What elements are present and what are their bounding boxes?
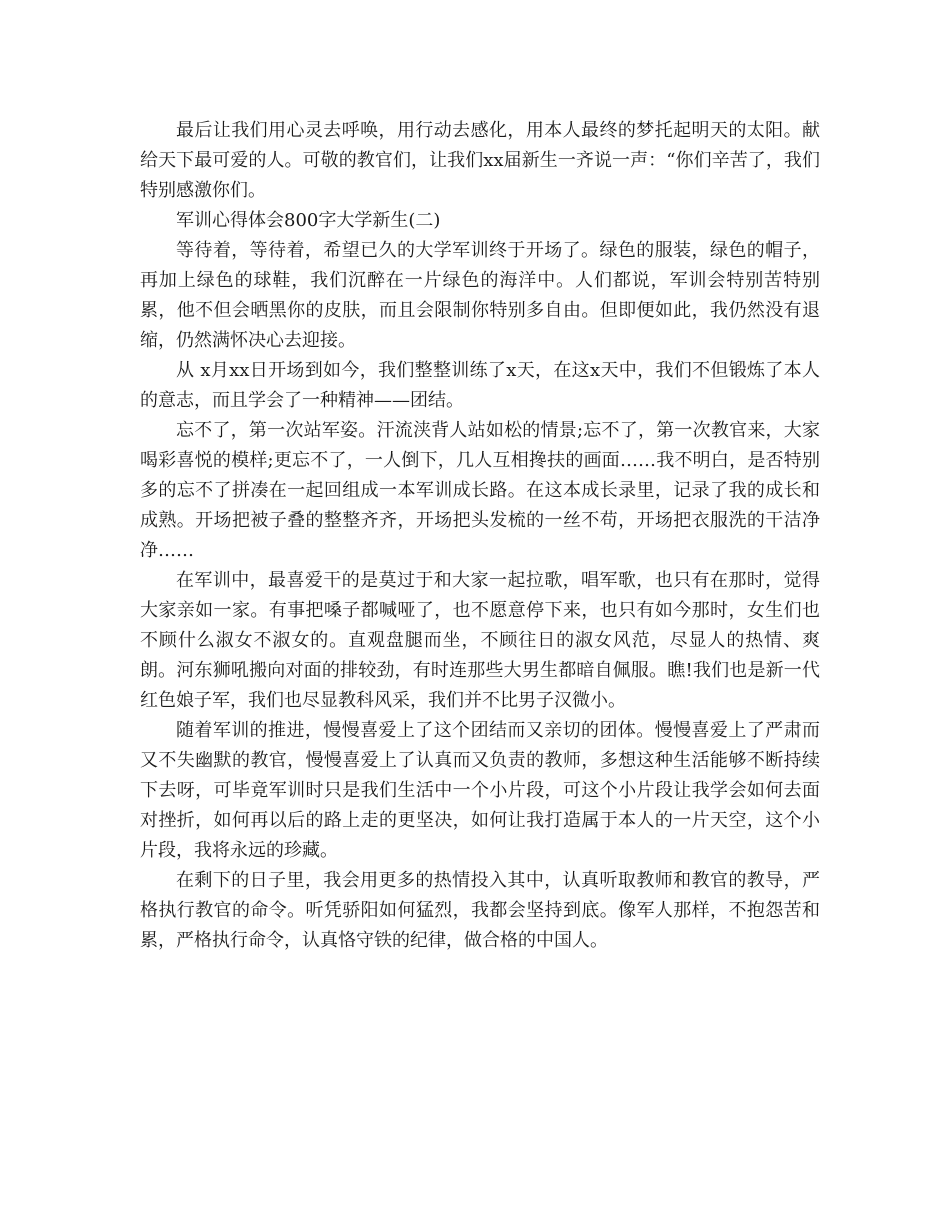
paragraph-closing: 最后让我们用心灵去呼唤，用行动去感化，用本人最终的梦托起明天的太阳。献给天下最可爱的人。可敬的教官们，让我们xx届新生一齐说一声：“你们辛苦了，我们特别感激你们。 [140, 120, 820, 201]
paragraph-waiting: 等待着，等待着，希望已久的大学军训终于开场了。绿色的服装，绿色的帽子，再加上绿色的球鞋，我们沉醉在一片绿色的海洋中。人们都说，军训会特别苦特别累，他不但会晒黑你的皮肤，而且会限制你特别多自由。但即便如此，我仍然没有退缩，仍然满怀决心去迎接。 [140, 240, 820, 351]
paragraph-training-days: 从 x月xx日开场到如今，我们整整训练了x天，在这x天中，我们不但锻炼了本人的意志，而且学会了一种精神——团结。 [140, 360, 820, 411]
paragraph-progress: 随着军训的推进，慢慢喜爱上了这个团结而又亲切的团体。慢慢喜爱上了严肃而又不失幽默的教官，慢慢喜爱上了认真而又负责的教师，多想这种生活能够不断持续下去呀，可毕竟军训时只是我们生活中一个小片段，可这个小片段让我学会如何去面对挫折，如何再以后的路上走的更坚决，如何让我打造属于本人的一片天空，这个小片段，我将永远的珍藏。 [140, 720, 820, 861]
document-page [140, 116, 820, 956]
paragraph-unforgettable: 忘不了，第一次站军姿。汗流浃背人站如松的情景;忘不了，第一次教官来，大家喝彩喜悦的模样;更忘不了，一人倒下，几人互相搀扶的画面……我不明白，是否特别多的忘不了拼凑在一起回组成一本军训成长路。在这本成长录里，记录了我的成长和成熟。开场把被子叠的整整齐齐，开场把头发梳的一丝不苟，开场把衣服洗的干洁净净…… [140, 420, 820, 561]
section-heading: 军训心得体会800字大学新生(二) [176, 210, 441, 231]
paragraph-singing: 在军训中，最喜爱干的是莫过于和大家一起拉歌，唱军歌，也只有在那时，觉得大家亲如一家。有事把嗓子都喊哑了，也不愿意停下来，也只有如今那时，女生们也不顾什么淑女不淑女的。直观盘腿而坐，不顾往日的淑女风范，尽显人的热情、爽朗。河东狮吼搬向对面的排较劲，有时连那些大男生都暗自佩服。瞧!我们也是新一代红色娘子军，我们也尽显教科风采，我们并不比男子汉微小。 [140, 570, 820, 711]
paragraph-remaining-days: 在剩下的日子里，我会用更多的热情投入其中，认真听取教师和教官的教导，严格执行教官的命令。听凭骄阳如何猛烈，我都会坚持到底。像军人那样，不抱怨苦和累，严格执行命令，认真恪守铁的纪律，做合格的中国人。 [140, 870, 820, 951]
